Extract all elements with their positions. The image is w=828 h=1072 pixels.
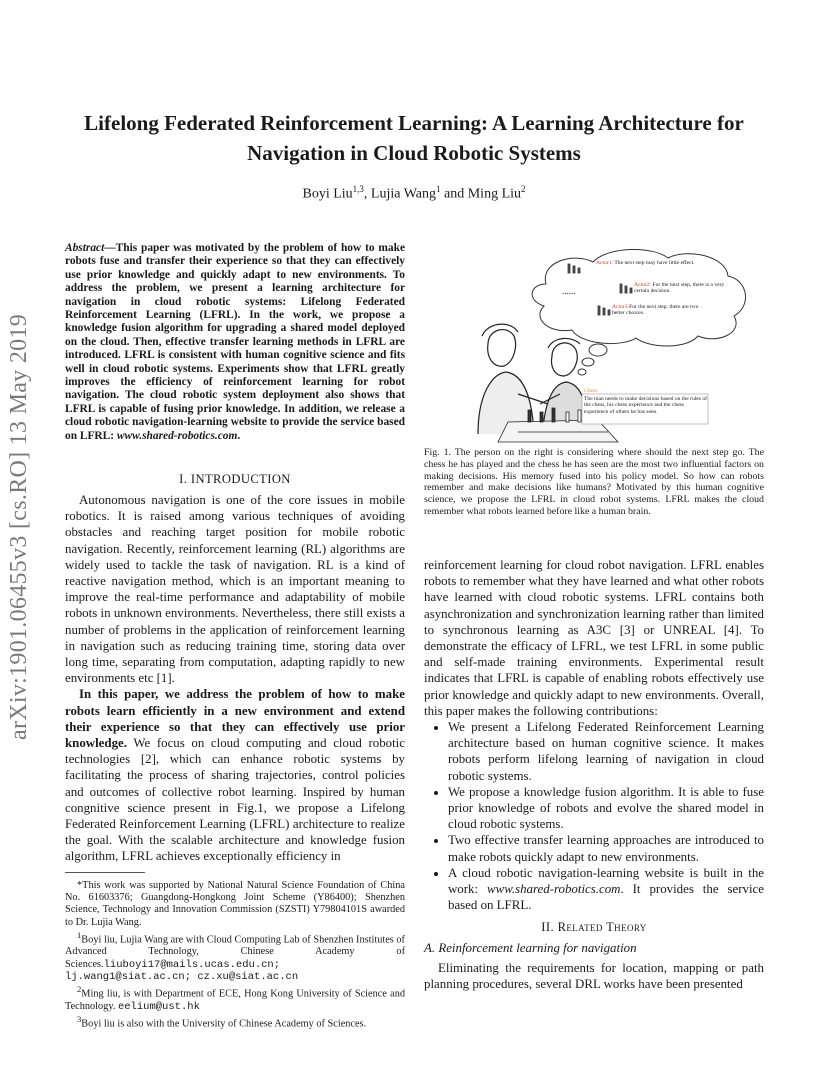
intro-bold-statement: In this paper, we address the problem of how to make robots learn efficiently in a new environment and extend their experience so that they can effectively use prior knowledge. [65,687,405,751]
actor2-label: Actor2: [634,282,652,288]
list-item [448,865,764,914]
abstract [65,242,405,443]
author-name: Lujia Wang [370,186,437,202]
arxiv-identifier[interactable]: arXiv:1901.06455v3 [cs.RO] 13 May 2019 [6,313,32,740]
bullet-4-text: A cloud robotic navigation-learning website is built in the work: [448,865,764,897]
footnote-3 [65,1013,405,1031]
actor1-note [596,260,706,266]
person-left [478,324,548,434]
footnote-marker: 2 [77,984,82,995]
actor1-label: Actor1: [596,260,614,266]
list-item: • We propose a knowledge fusion algorithm. It is able to fuse prior knowledge of robots and evolve the shared model in cloud robotic systems. [448,784,764,833]
footnote-3-text: Boyi liu is also with the University of Chinese Academy of Sciences. [81,1018,367,1030]
abstract-dash: — [104,242,116,254]
actor3-note [612,304,712,317]
paper-title: Lifelong Federated Reinforcement Learning: A Learning Architecture for Navigation in Cloud Robotic Systems [84,111,744,165]
footnote-funding: *This work was supported by National Natural Science Foundation of China No. 61603376; Guangdong-Hongkong Joint Scheme (Y86400); Shenzhen Science, Technology and Innovation Commission (SZSTI) Y79804101S awarded to Dr. Lujia Wang. [65,880,405,928]
chess-note: The man needs to make decisions based on the rules of the chess, his chess experience and the chess experience of others he has seen. [584,396,708,415]
footnote-1-emails[interactable]: liuboyi17@mails.ucas.edu.cn; lj.wang1@siat.ac.cn; cz.xu@siat.ac.cn [65,958,299,983]
thought-bubble [582,358,594,366]
intro-paragraph-1: Autonomous navigation is one of the core issues in mobile robotics. It is raised among various techniques of avoiding obstacles and reaching target position for mobile robotic navigation. Recently, reinforcement learning (RL) algorithms are widely used to tackle the task of navigation. RL is a kind of reactive navigation method, which is an important meaning to improve the real-time performance and adaptability of mobile robots in unknown environments. Nevertheless, there still exists a number of problems in the application of reinforcement learning in navigation such as reducing training time, storing data over long time, separating from computation, adapting rapidly to new environments etc [1]. [65,493,405,686]
footnote-2 [65,983,405,1013]
abstract-lead: Abstract [65,242,105,254]
figure-1 [448,244,768,444]
bullet-4-end: . It provides the service based on LFRL. [448,882,764,913]
author-affiliation: 1 [436,184,441,194]
actor2-text: For the next step, there is a very certain decision. [634,282,725,295]
figure-1-caption: Fig. 1. The person on the right is considering where should the next step go. The chess he has played and the chess he has seen are the most two influential factors on making decisions. His memory fused into his policy model. So how can robots remember and make decisions like humans? Motivated by this human cognitive science, we propose the LFRL in cloud robot systems. LFRL makes the cloud remember what robots learned before like a human brain. [424,447,764,517]
website-url-link[interactable]: www.shared-robotics.com [487,882,621,897]
thought-bubble [589,344,607,356]
author-separator: and [440,186,468,202]
section-heading-introduction: I. INTRODUCTION [179,472,291,486]
author-affiliation: 2 [521,184,526,194]
right-paragraph-1: reinforcement learning for cloud robot navigation. LFRL enables robots to remember what they have learned and what other robots have learned with cloud robotic systems. LFRL contains both asynchronization and synchronization learning rather than limited to synchronous learning as A3C [3] or UNREAL [4]. To demonstrate the efficacy of LFRL, we test LFRL in some public and self-made training environments. Experimental result indicates that LFRL is capable of enabling robots effectively use prior knowledge and quickly adapt to new environments. Overall, this paper makes the following contributions: [424,558,764,718]
section-heading-related-theory: II. Related Theory [541,920,647,935]
intro-paragraph-2-text: We focus on cloud computing and cloud robotic technologies [2], which can enhance robotic systems by facilitating the process of sharing trajectories, control policies and outcomes of collective robot learning. Inspired by human congnitive science present in Fig.1, we propose a Lifelong Federated Reinforcement Learning (LFRL) architecture to realize the goal. With the scalable architecture and knowledge fusion algorithm, LFRL achieves exceptionally efficiency in [65,736,405,864]
author-affiliation: 1,3 [352,184,364,194]
abstract-url-link[interactable]: www.shared-robotics.com [116,429,238,442]
abstract-end: . [237,429,241,442]
chess-label: Chess [584,388,598,394]
footnote-2-text: Ming liu, is with Department of ECE, Hong Kong University of Science and Technology. [65,988,405,1012]
footnote-1-text: Boyi liu, Lujia Wang are with Cloud Computing Lab of Shenzhen Institutes of Advanced Technology, Chinese Academy of Sciences. [65,934,405,970]
footnotes [65,880,405,1031]
actor2-note [634,282,730,295]
list-item: • We present a Lifelong Federated Reinforcement Learning architecture based on human cognitive science. It makes robots perform lifelong learning of navigation in cloud robotic systems. [448,719,764,784]
contributions-list [424,719,764,913]
right-paragraph-2: Eliminating the requirements for location, mapping or path planning procedures, several DRL works have been presented [424,960,764,992]
list-item: • Two effective transfer learning approaches are introduced to make robots quickly adapt to new environments. [448,832,764,864]
intro-paragraph-2 [65,686,405,864]
intro-column [65,492,405,865]
author-name: Boyi Liu [302,186,353,202]
actor3-label: Actor3: [612,304,630,310]
actor3-text: For the next step, there are two better choices. [612,304,699,317]
footnote-1 [65,929,405,983]
right-column [424,557,764,992]
subsection-heading: A. Reinforcement learning for navigation [424,940,637,955]
author-line [40,184,788,203]
footnote-marker: 3 [77,1013,82,1024]
actor1-text: The next step may have little effect. [613,260,695,266]
thought-bubble [578,369,586,375]
author-separator: , [363,186,371,202]
footnote-2-email[interactable]: eelium@ust.hk [117,1000,200,1013]
thought-ellipsis: ...... [562,286,576,296]
abstract-body: This paper was motivated by the problem of how to make robots fuse and transfer their experience so that they can effectively use prior knowledge and quickly adapt to new environments. To address the problem, we present a learning architecture for navigation in cloud robotic systems: Lifelong Federated Reinforcement Learning (LFRL). In the work, we propose a knowledge fusion algorithm for upgrading a shared model deployed on the cloud. Then, effective transfer learning methods in LFRL are introduced. LFRL is consistent with human cognitive science and fits well in cloud robotic systems. Experiments show that LFRL greatly improves the efficiency of reinforcement learning for robot navigation. The cloud robotic system deployment also shows that LFRL is capable of fusing prior knowledge. In addition, we release a cloud robotic navigation-learning website to provide the service based on LFRL: [65,242,405,442]
footnote-marker: 1 [77,929,82,940]
footnote-rule [65,872,145,873]
author-name: Ming Liu [467,186,522,202]
